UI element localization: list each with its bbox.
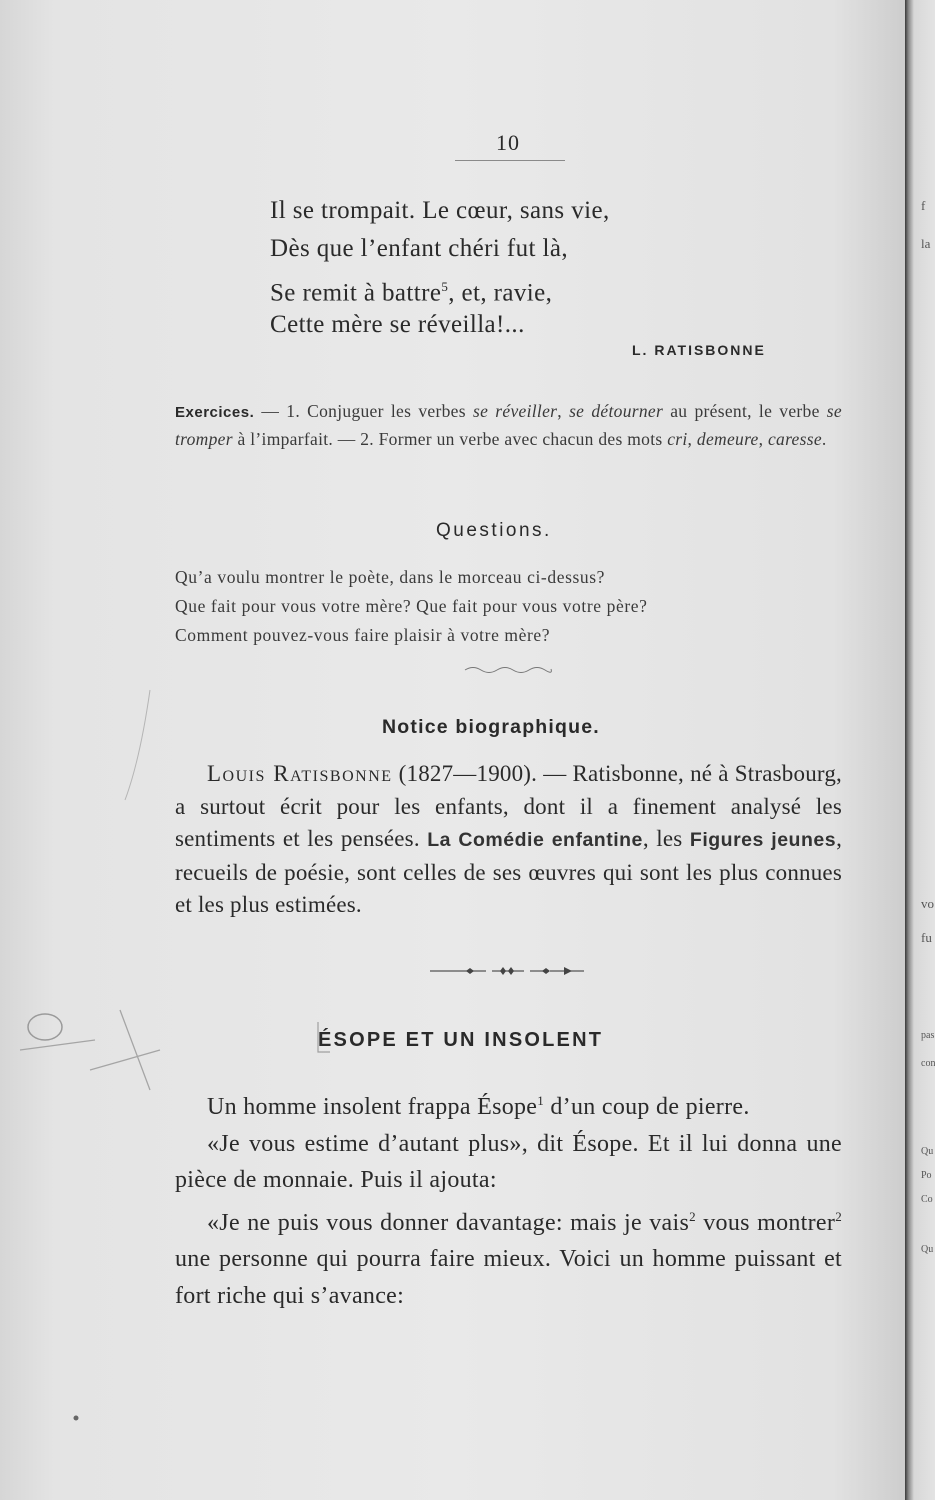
exercises-term: se tromper [175, 401, 842, 449]
adjacent-page-fragment: vo [921, 896, 934, 911]
adjacent-page-fragment: Qu [921, 1146, 934, 1157]
work-title: Figures jeunes [689, 829, 837, 851]
exercises-text: au présent, le verbe [663, 401, 827, 421]
exercises-paragraph [175, 398, 842, 453]
exercises-term: se détourner [569, 401, 664, 421]
exercises-label: Exercices. [175, 404, 255, 421]
fable-sentence: d’un coup de pierre. [544, 1094, 750, 1120]
adjacent-page-fragment: f [921, 198, 926, 213]
exercises-text: . [821, 429, 827, 449]
adjacent-page-fragment: la [921, 236, 931, 251]
poem-verse-text: , et, ravie, [448, 279, 553, 307]
exercises-text: à l’imparfait. — 2. Former un verbe avec chacun des mots [232, 429, 668, 449]
poem-author: L. RATISBONNE [632, 342, 766, 358]
exercises-term: caresse [767, 429, 822, 449]
exercises-term: cri [667, 429, 688, 449]
adjacent-page-fragment: Po [921, 1170, 932, 1181]
exercises-text: , [557, 401, 570, 421]
footnote-marker: 2 [835, 1208, 842, 1224]
adjacent-page-fragment: fu [921, 930, 932, 945]
biography-heading: Notice biographique. [382, 716, 600, 738]
footnote-marker: 2 [689, 1208, 696, 1224]
fable-paragraph [175, 1083, 842, 1126]
wave-divider [463, 664, 553, 674]
poem-verse: Cette mère se réveilla!... [270, 311, 525, 338]
adjacent-page-fragment: pas [921, 1030, 935, 1041]
poem-verse: Dès que l’enfant chéri fut là, [270, 235, 568, 262]
question-item: Que fait pour vous votre mère? Que fait pour vous votre père? [175, 596, 648, 616]
work-title: La Comédie enfantine [427, 829, 643, 851]
fable-text [175, 1083, 842, 1314]
fable-sentence: une personne qui pourra faire mieux. Voici un homme puissant et fort riche qui s’avance: [175, 1246, 842, 1309]
footnote-marker: 1 [537, 1093, 545, 1108]
fable-sentence: vous montrer [695, 1209, 836, 1236]
author-name: Louis Ratisbonne [207, 761, 393, 786]
biography-paragraph [175, 758, 842, 922]
exercises-text: , [758, 429, 768, 449]
adjacent-page-fragment: con [921, 1058, 935, 1069]
page-number-rule [455, 160, 565, 161]
fable-paragraph: «Je vous estime d’autant plus», dit Ésope. Et il lui donna une pièce de monnaie. Puis il ajouta: [175, 1130, 842, 1193]
ornament-divider [428, 962, 588, 978]
questions-heading: Questions. [436, 520, 552, 541]
biography-text: (1827—1900). — Ratisbonne, né à Strasbourg, a surtout écrit pour les enfants, dont il a finement analysé les sentiments et les pensées. [175, 761, 842, 851]
poem-verse: Il se trompait. Le cœur, sans vie, [270, 197, 610, 224]
exercises-term: demeure [696, 429, 759, 449]
biography-text: , les [642, 826, 690, 851]
adjacent-page-edge [905, 0, 935, 1500]
exercises-term: se réveiller [472, 401, 558, 421]
biography-text: , recueils de poésie, sont celles de ses œuvres qui sont les plus connues et les plus estimées. [175, 826, 843, 917]
adjacent-page-fragment: Qu [921, 1244, 934, 1255]
fable-title: ÉSOPE ET UN INSOLENT [318, 1029, 604, 1051]
fable-sentence: Un homme insolent frappa Ésope [207, 1094, 538, 1120]
poem [270, 192, 610, 344]
poem-verse [270, 268, 610, 306]
poem-verse-text: Se remit à battre [270, 279, 442, 307]
exercises-text: , [687, 429, 697, 449]
question-item: Qu’a voulu montrer le poète, dans le morceau ci-dessus? [175, 567, 606, 587]
adjacent-page-fragment: Co [921, 1194, 933, 1205]
fable-sentence: «Je ne puis vous donner davantage: mais je vais [207, 1209, 690, 1236]
question-item: Comment pouvez-vous faire plaisir à votre mère? [175, 625, 551, 645]
page-number: 10 [496, 130, 520, 155]
footnote-marker: 5 [441, 279, 449, 294]
fable-paragraph [175, 1199, 842, 1315]
questions-list [175, 563, 845, 650]
exercises-text: — 1. Conjuguer les verbes [254, 401, 473, 421]
